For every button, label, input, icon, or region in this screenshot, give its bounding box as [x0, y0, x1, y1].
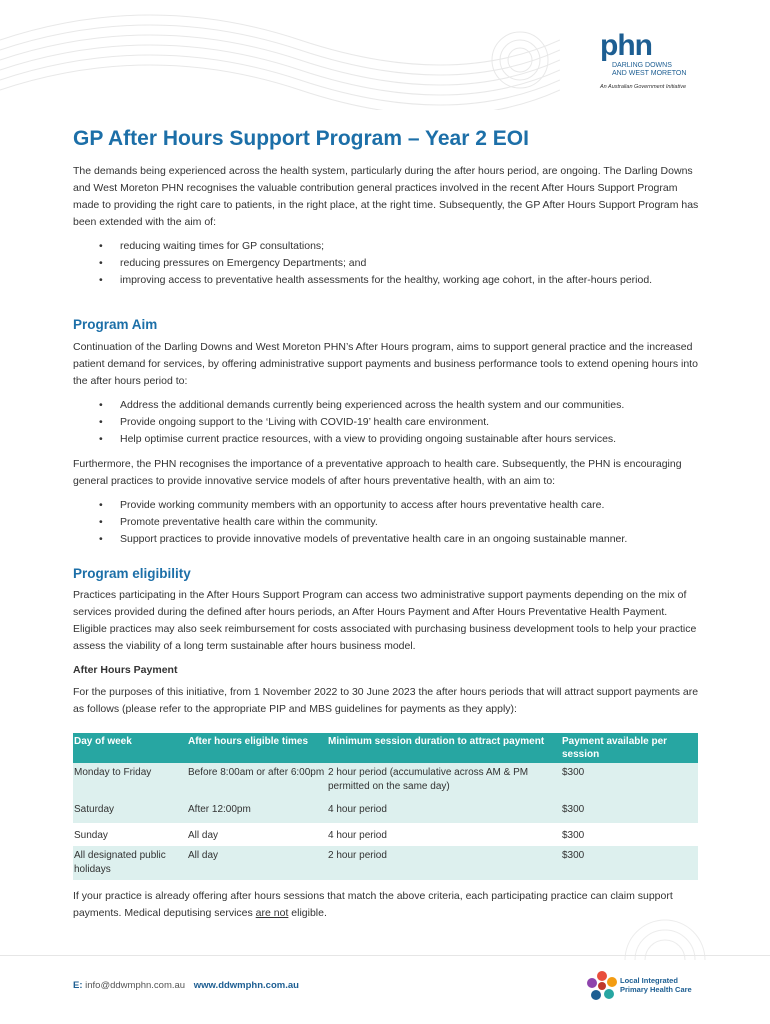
list-item: • reducing pressures on Emergency Departments; and — [99, 257, 367, 269]
logo-org-name: DARLING DOWNS AND WEST MORETON — [612, 62, 687, 77]
column-header: Minimum session duration to attract payment — [327, 733, 561, 763]
footer-contact — [73, 980, 299, 991]
column-header: After hours eligible times — [187, 733, 327, 763]
table-cell: $300 — [561, 797, 698, 823]
table-cell: All day — [187, 846, 327, 880]
table-row — [73, 846, 698, 880]
list-item: • improving access to preventative health assessments for the healthy, working age cohort, in the after-hours period. — [99, 274, 653, 286]
table-cell: $300 — [561, 763, 698, 797]
intro-section — [73, 163, 700, 289]
column-header: Day of week — [73, 733, 187, 763]
table-cell: 4 hour period — [327, 797, 561, 823]
table-row — [73, 797, 698, 823]
footer-divider — [0, 955, 770, 956]
email-link[interactable]: info@ddwmphn.com.au — [85, 980, 186, 991]
table-cell: Saturday — [73, 797, 187, 823]
list-item: • Support practices to provide innovative models of preventative health care in an ongoing sustainable manner. — [99, 533, 628, 545]
table-cell: 2 hour period — [327, 846, 561, 880]
aim-paragraph: Continuation of the Darling Downs and West Moreton PHN’s After Hours program, aims to support general practice and the increased patient demand for services, by offering administrative support payments and business performance tools to extend opening hours into the after hours period to: — [73, 341, 698, 387]
aim-paragraph-2: Furthermore, the PHN recognises the importance of a preventative approach to health care. Subsequently, the PHN is encouraging general practices to provide innovative service models of after hours preventative health, with an aim to: — [73, 458, 682, 487]
phn-logo — [600, 29, 710, 90]
payments-table — [73, 733, 698, 880]
website-link[interactable]: www.ddwmphn.com.au — [193, 980, 299, 991]
logo-tagline: An Australian Government Initiative — [600, 84, 687, 90]
flower-icon — [586, 970, 618, 1002]
table-cell: 4 hour period — [328, 830, 387, 841]
list-item: • Address the additional demands currently being experienced across the health system and our communities. — [99, 399, 625, 411]
intro-paragraph: The demands being experienced across the health system, particularly during the after hours period, are ongoing. The Darling Downs and West Moreton PHN recognises the valuable contribution general practices involved in the recent After Hours Support Program made to providing the right care to patients, in the right place, at the right time. Subsequently, the GP After Hours Support Program has been extended with the aim of: — [73, 165, 699, 228]
closing-paragraph: If your practice is already offering after hours sessions that match the above criteria, each participating practice can claim support payments. Medical deputising services are not eligible. — [73, 890, 673, 919]
column-header: Payment available per session — [561, 733, 698, 763]
intro-bullet-list — [73, 238, 700, 289]
table-cell: 2 hour period (accumulative across AM & PM permitted on the same day) — [327, 763, 561, 797]
logo-wordmark: phn — [600, 29, 652, 62]
page-title: GP After Hours Support Program – Year 2 EOI — [73, 127, 529, 150]
list-item: • Help optimise current practice resources, with a view to providing ongoing sustainable after hours services. — [99, 433, 617, 445]
table-cell: Before 8:00am or after 6:00pm — [187, 763, 327, 797]
list-item: • Provide ongoing support to the ‘Living with COVID-19’ health care environment. — [99, 416, 490, 428]
aim-bullet-list-2 — [73, 497, 700, 548]
table-header-row — [73, 733, 698, 763]
payment-paragraph: For the purposes of this initiative, from 1 November 2022 to 30 June 2023 the after hours periods that will attract support payments are as follows (please refer to the appropriate PIP and MBS guidelines for payments as they apply): — [73, 686, 699, 715]
table-cell: $300 — [562, 830, 585, 841]
table-cell: Sunday — [74, 830, 108, 841]
section-heading: Program Aim — [73, 317, 158, 332]
table-cell: All designated public holidays — [73, 846, 187, 880]
list-item: • Promote preventative health care within the community. — [99, 516, 378, 528]
aim-bullet-list — [73, 397, 700, 448]
closing-section — [73, 888, 700, 922]
program-aim-section — [73, 317, 700, 548]
list-item: • Provide working community members with an opportunity to access after hours preventative health care. — [99, 499, 605, 511]
email-label: E: — [73, 980, 83, 991]
table-cell: Monday to Friday — [73, 763, 187, 797]
list-item: • reducing waiting times for GP consultations; — [99, 240, 325, 252]
header-decoration — [0, 0, 560, 110]
eligibility-section — [73, 566, 700, 718]
subsection-heading: After Hours Payment — [73, 664, 178, 676]
table-row — [73, 823, 698, 846]
table-cell: After 12:00pm — [187, 797, 327, 823]
eligibility-paragraph: Practices participating in the After Hours Support Program can access two administrative support payments depending on the mix of services provided during the defined after hours periods, an After Hours Payment and After Hours Preventative Health Payment. Eligible practices may also seek reimbursement for costs associated with purchasing business development tools to help your practice assess the viability of a long term sustainable after hours business model. — [73, 589, 697, 652]
table-cell: All day — [188, 830, 219, 841]
table-row — [73, 763, 698, 797]
partner-logo-text: Local Integrated Primary Health Care — [620, 976, 692, 994]
section-heading: Program eligibility — [73, 566, 191, 581]
table-cell: $300 — [561, 846, 698, 880]
